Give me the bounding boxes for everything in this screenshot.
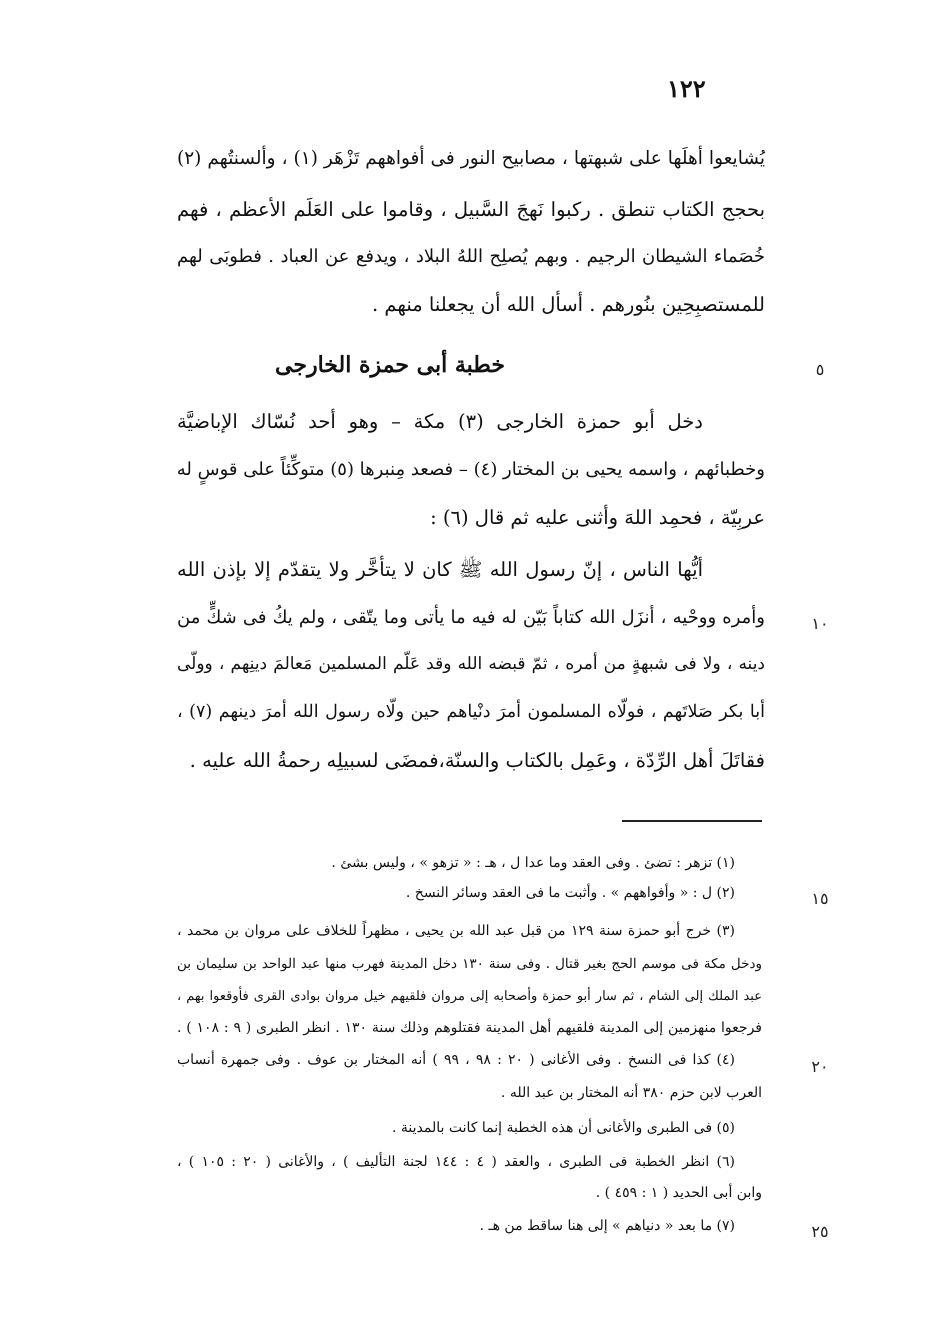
margin-line-number: ٥ (815, 360, 825, 379)
para2-line-5: فقاتَلَ أهل الرِّدّة ، وعَمِل بالكتاب والسنّة،فمضَى لسبيلِه رحمةُ الله عليه . (189, 749, 765, 772)
intro-line-1: يُشايعوا أهلَها على شبهتها ، مصابيح النور فى أفواههم تَزْهَر (١) ، وألسنتُهم (٢) (177, 148, 765, 169)
intro-line-3: خُصَماء الشيطان الرجيم . وبهم يُصلِح اللهُ البلاد ، ويدفع عن العباد . فطوبَى لهم (177, 246, 765, 267)
intro-line-2: بحجج الكتاب تنطق . ركبوا نَهجَ السَّبيل ، وقاموا على العَلَم الأعظم ، فهم (177, 198, 765, 221)
footnote-1: (١) تزهر : تضئ . وفى العقد وما عدا ل ، هـ : « تزهو » ، وليس بشئ . (331, 855, 735, 871)
footnote-6-line-2: وابن أبى الحديد ( ١ : ٤٥٩ ) . (595, 1185, 762, 1201)
footnote-4-line-2: العرب لابن حزم ٣٨٠ أنه المختار بن عبد الله . (500, 1085, 762, 1101)
footnote-7: (٧) ما بعد « دنياهم » إلى هنا ساقط من هـ . (479, 1218, 735, 1234)
margin-line-number: ٢٠ (811, 1057, 829, 1076)
margin-line-number: ١٠ (811, 614, 829, 633)
para1-line-1: دخل أبو حمزة الخارجى (٣) مكة – وهو أحد نُسّاك الإباضيَّة (177, 410, 703, 433)
footnote-5: (٥) فى الطبرى والأغانى أن هذه الخطبة إنما كانت بالمدينة . (392, 1120, 735, 1136)
footnote-3-line-4: فرجعوا منهزمين إلى المدينة فلقيهم أهل المدينة فقتلوهم وذلك سنة ١٣٠ . انظر الطبرى ( ٩ : ١٠٨ ) . (177, 1020, 762, 1036)
intro-line-4: للمستصبِحِين بنُورهم . أسأل الله أن يجعلنا منهم . (372, 293, 765, 316)
para2-line-3: دينه ، ولا فى شبهةٍ من أمره ، ثمّ قبضه الله وقد عَلّم المسلمين مَعالمَ دينِهم ، وولّى (177, 654, 765, 674)
para2-line-2: وأمره ووحْيه ، أنزَل الله كتاباً بَيّن له فيه ما يأتى وما يتّقى ، ولم يكُ فى شكٍّ من (177, 607, 765, 628)
para2-line-4: أبا بكر صَلاتَهم ، فولّاه المسلمون أمرَ دنْياهم حين ولّاه رسول الله أمرَ دينهم (٧) ، (177, 702, 765, 722)
footnote-3-line-3: عبد الملك إلى الشام ، ثم سار أبو حمزة وأصحابه إلى مروان فلقيهم خيل مروان بوادى القرى فأوقعوا بهم ، (177, 989, 762, 1004)
footnote-3-line-1: (٣) خرج أبو حمزة سنة ١٢٩ من قبل عبد الله بن يحيى ، مظهراً للخلاف على مروان بن محمد ، (177, 923, 735, 939)
footnote-separator (622, 820, 762, 822)
section-title: خطبة أبى حمزة الخارجى (275, 352, 505, 378)
page-number: ١٢٢ (667, 74, 706, 103)
para1-line-2: وخطبائهم ، واسمه يحيى بن المختار (٤) – فصعد مِنبرها (٥) متوكِّئاً على قوسٍ له (176, 459, 765, 480)
footnote-3-line-2: ودخل مكة فى موسم الحج بغير قتال . وفى سنة ١٣٠ دخل المدينة فهرب منها عبد الواحد بن سليمان بن (177, 956, 762, 972)
para2-line-1: أيُّها الناس ، إنّ رسول الله ﷺ كان لا يتأخَّر ولا يتقدّم إلا بإذن الله (177, 558, 703, 581)
footnote-4-line-1: (٤) كذا فى النسخ . وفى الأغانى ( ٢٠ : ٩٨ ، ٩٩ ) أنه المختار بن عوف . وفى جمهرة أنساب (177, 1052, 735, 1068)
footnote-6-line-1: (٦) انظر الخطبة فى الطبرى ، والعقد ( ٤ : ١٤٤ لجنة التأليف ) ، والأغانى ( ٢٠ : ١٠٥ ) ، (177, 1154, 735, 1170)
footnote-2: (٢) ل : « وأفواههم » . وأثبت ما فى العقد وسائر النسخ . (405, 885, 735, 901)
margin-line-number: ١٥ (811, 889, 829, 908)
margin-line-number: ٢٥ (811, 1222, 829, 1241)
para1-line-3: عربِيّة ، فحمِد اللهَ وأثنى عليه ثم قال (٦) : (430, 506, 765, 529)
